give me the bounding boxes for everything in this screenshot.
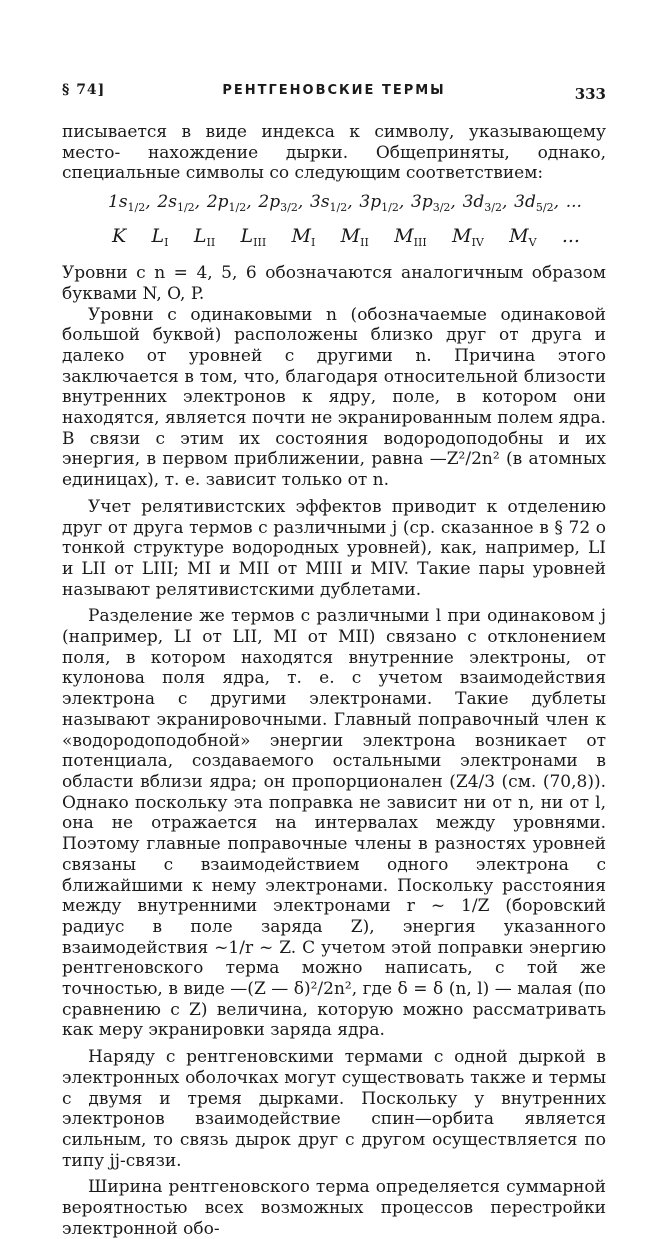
- term-3d32: $3d_{3/2}$,: [462, 192, 508, 215]
- letter-LIII: $L_{III}$: [240, 225, 267, 250]
- section-number: § 74]: [62, 82, 106, 98]
- paragraph-4: Учет релятивистских эффектов приводит к отделению друг от друга термов с различными j (ср. сказанное в § 72 о тонкой структуре водородных уровней), как, например, LI и LII от LIII; MI и MII от MIII и MIV. Такие пары уровней называют релятивистскими дублетами.: [62, 496, 606, 600]
- paragraph-2: Уровни с n = 4, 5, 6 обозначаются аналогичным образом буквами N, O, P.: [62, 263, 606, 304]
- letter-row: [62, 222, 606, 257]
- term-row: [62, 188, 606, 222]
- page-header: [62, 78, 606, 102]
- paragraph-1-line-1: писывается в виде индекса к символу, указывающему место-: [62, 122, 606, 163]
- letter-ellipsis: ...: [561, 225, 580, 248]
- term-2p32: $2p_{3/2}$,: [258, 192, 304, 215]
- paragraph-3: Уровни с одинаковыми n (обозначаемые одинаковой большой буквой) расположены близко друг от друга и далеко от уровней с другими n. Причина этого заключается в том, что, благодаря относительной близости внутренних электронов к ядру, поле, в котором они находятся, является почти не экранированным полем ядра. В связи с этим их состояния водородоподобны и их энергия, в первом приближении, равна —Z²/2n² (в атомных единицах), т. е. зависит только от n.: [62, 304, 606, 491]
- letter-K: K: [112, 225, 127, 248]
- letter-MIV: $M_{IV}$: [452, 225, 484, 250]
- body-text: [62, 122, 606, 1239]
- term-3p12: $3p_{1/2}$,: [359, 192, 405, 215]
- term-ellipsis: ...: [565, 192, 582, 213]
- letter-MV: $M_V$: [509, 225, 537, 250]
- letter-MI: $M_I$: [291, 225, 316, 250]
- page-number: 333: [574, 85, 606, 103]
- level-notation-formula: [62, 188, 606, 257]
- paragraph-6: Наряду с рентгеновскими термами с одной дыркой в электронных оболочках могут существовать также и термы с двумя и тремя дырками. Поскольку у внутренних электронов взаимодействие спин—орбита является сильным, то связь дырок друг с другом осуществляется по типу jj-связи.: [62, 1047, 606, 1171]
- running-title: РЕНТГЕНОВСКИЕ ТЕРМЫ: [222, 83, 446, 98]
- paragraph-1-line-3: со следующим соответствием:: [269, 163, 544, 184]
- term-2s12: $2s_{1/2}$,: [157, 192, 201, 215]
- paragraph-1: [62, 122, 606, 184]
- letter-LI: $L_I$: [151, 225, 169, 250]
- term-2p12: $2p_{1/2}$,: [206, 192, 252, 215]
- letter-MIII: $M_{III}$: [394, 225, 427, 250]
- term-3p32: $3p_{3/2}$,: [411, 192, 456, 215]
- term-3s12: $3s_{1/2}$,: [310, 192, 353, 215]
- letter-LII: $L_{II}$: [193, 225, 216, 250]
- letter-MII: $M_{II}$: [340, 225, 369, 250]
- paragraph-7: Ширина рентгеновского терма определяется суммарной вероятностью всех возможных процессов перестройки электронной обо-: [62, 1177, 606, 1239]
- paragraph-5: Разделение же термов с различными l при одинаковом j (например, LI от LII, MI от MII) связано с отклонением поля, в котором находятся внутренние электроны, от кулонова поля ядра, т. е. с учетом взаимодействия электрона с другими электронами. Такие дублеты называют экранировочными. Главный поправочный член к «водородоподобной» энергии электрона возникает от потенциала, создаваемого остальными электронами в области вблизи ядра; он пропорционален (Z4/3 (см. (70,8)). Однако поскольку эта поправка не зависит ни от n, ни от l, она не отражается на интервалах между уровнями. Поэтому главные поправочные члены в разностях уровней связаны с взаимодействием одного электрона с ближайшими к нему электронами. Поскольку расстояния между внутренними электронами r ~ 1/Z (боровский радиус в поле заряда Z), энергия указанного взаимодействия ~1/r ~ Z. С учетом этой поправки энергию рентгеновского терма можно написать, с той же точностью, в виде —(Z — δ)²/2n², где δ = δ (n, l) — малая (по сравнению с Z) величина, которую можно рассматривать как меру экранировки заряда ядра.: [62, 606, 606, 1041]
- paragraph-1-line-2: нахождение дырки. Общеприняты, однако, специальные символы: [62, 142, 606, 184]
- term-1s12: $1s_{1/2}$,: [108, 192, 151, 215]
- term-3d52: $3d_{5/2}$,: [514, 192, 559, 215]
